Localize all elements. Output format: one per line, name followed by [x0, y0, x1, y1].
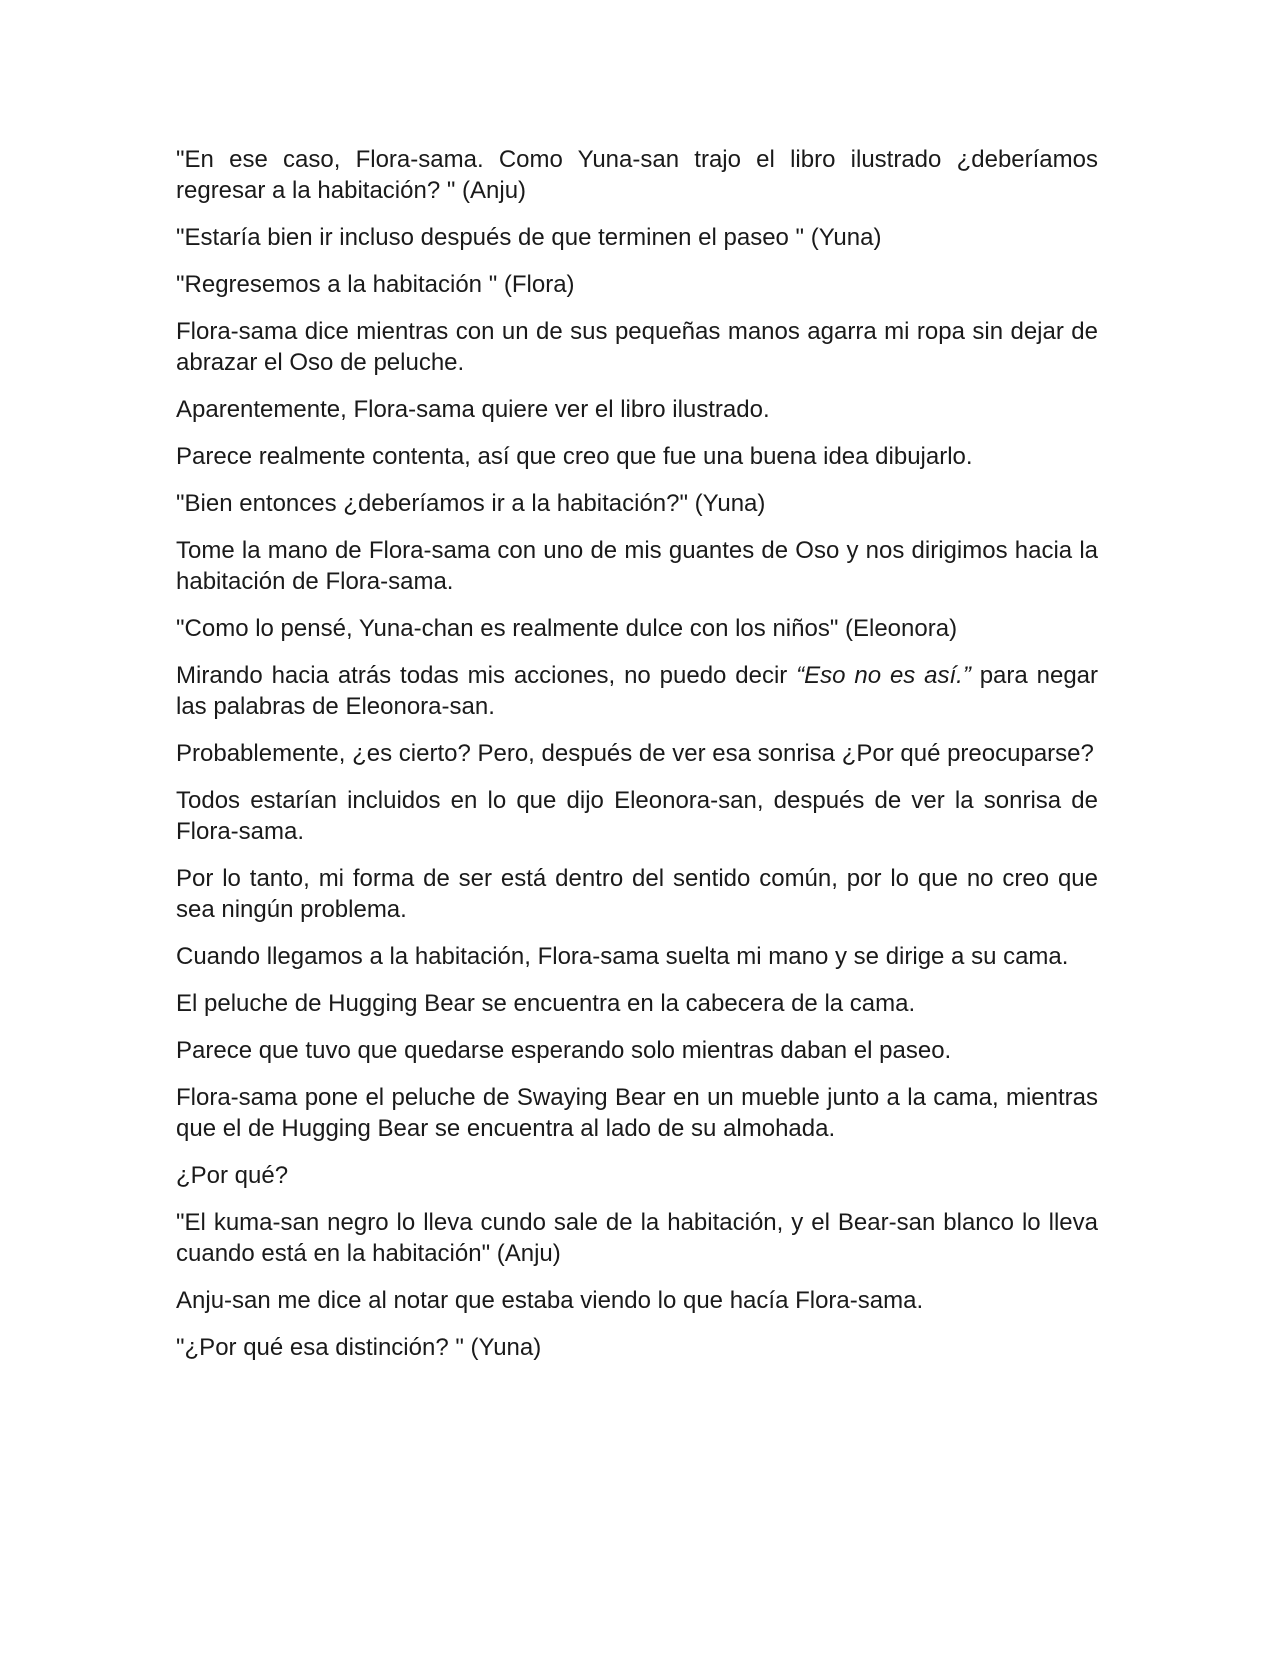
paragraph-16: Parece que tuvo que quedarse esperando solo mientras daban el paseo.: [176, 1037, 952, 1064]
paragraph-10-italic: “Eso no es así.”: [796, 662, 971, 689]
paragraph-11: Probablemente, ¿es cierto? Pero, después de ver esa sonrisa ¿Por qué preocuparse?: [176, 740, 1094, 767]
paragraph-20: Anju-san me dice al notar que estaba viendo lo que hacía Flora-sama.: [176, 1287, 924, 1314]
paragraph-9: "Como lo pensé, Yuna-chan es realmente dulce con los niños" (Eleonora): [176, 615, 958, 642]
paragraph-3: "Regresemos a la habitación " (Flora): [176, 271, 575, 298]
paragraph-15: El peluche de Hugging Bear se encuentra en la cabecera de la cama.: [176, 990, 916, 1017]
paragraph-10-after: para negar las palabras de Eleonora-san.: [176, 662, 1099, 720]
paragraph-18: ¿Por qué?: [176, 1162, 289, 1189]
paragraph-6: Parece realmente contenta, así que creo que fue una buena idea dibujarlo.: [176, 443, 973, 470]
paragraph-2: "Estaría bien ir incluso después de que terminen el paseo " (Yuna): [176, 224, 882, 251]
document-page: [176, 144, 1098, 1379]
paragraph-14: Cuando llegamos a la habitación, Flora-sama suelta mi mano y se dirige a su cama.: [176, 943, 1069, 970]
paragraph-7: "Bien entonces ¿deberíamos ir a la habitación?" (Yuna): [176, 490, 766, 517]
paragraph-1: "En ese caso, Flora-sama. Como Yuna-san trajo el libro ilustrado ¿deberíamos regresar a la habitación? " (Anju): [176, 146, 1098, 204]
paragraph-19: "El kuma-san negro lo lleva cundo sale de la habitación, y el Bear-san blanco lo lleva cuando está en la habitación" (Anju): [176, 1209, 1098, 1267]
paragraph-10: [176, 660, 1098, 722]
paragraph-21: "¿Por qué esa distinción? " (Yuna): [176, 1334, 542, 1361]
paragraph-13: Por lo tanto, mi forma de ser está dentro del sentido común, por lo que no creo que sea ningún problema.: [176, 865, 1098, 923]
paragraph-4: Flora-sama dice mientras con un de sus pequeñas manos agarra mi ropa sin dejar de abrazar el Oso de peluche.: [176, 318, 1098, 376]
paragraph-5: Aparentemente, Flora-sama quiere ver el libro ilustrado.: [176, 396, 770, 423]
paragraph-17: Flora-sama pone el peluche de Swaying Bear en un mueble junto a la cama, mientras que el de Hugging Bear se encuentra al lado de su almohada.: [176, 1084, 1098, 1142]
paragraph-12: Todos estarían incluidos en lo que dijo Eleonora-san, después de ver la sonrisa de Flora-sama.: [176, 787, 1098, 845]
paragraph-10-before: Mirando hacia atrás todas mis acciones, no puedo decir: [176, 662, 797, 689]
paragraph-8: Tome la mano de Flora-sama con uno de mis guantes de Oso y nos dirigimos hacia la habitación de Flora-sama.: [176, 537, 1098, 595]
